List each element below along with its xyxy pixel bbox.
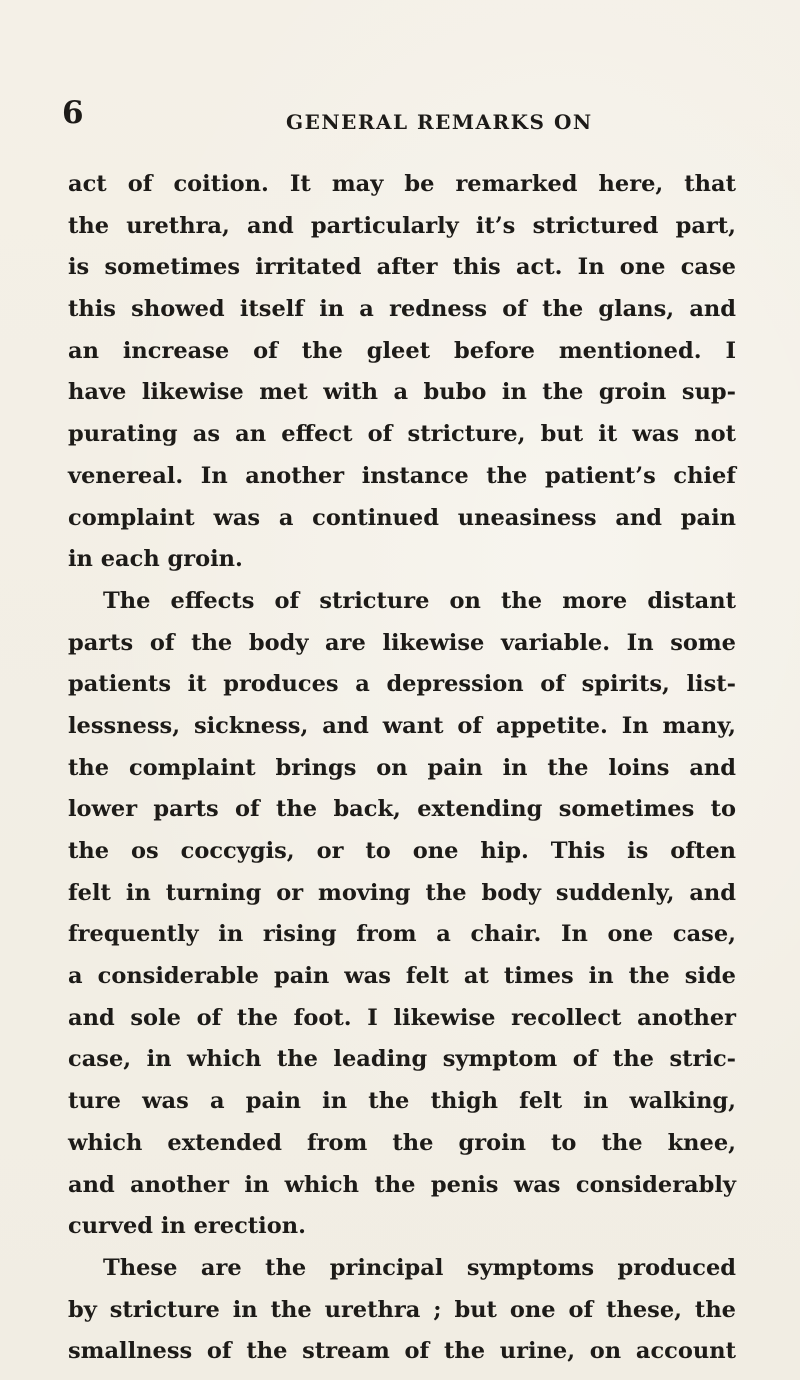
text-line: complaint was a continued uneasiness and pain — [68, 504, 736, 531]
text-line: a considerable pain was felt at times in the side — [68, 963, 736, 990]
text-line: venereal. In another instance the patient’s chief — [68, 462, 736, 489]
text-line: curved in erection. — [68, 1213, 306, 1240]
paragraph-start-line: The effects of stricture on the more distant — [103, 587, 736, 614]
paragraph-start-line: These are the principal symptoms produced — [103, 1254, 736, 1281]
text-line: which extended from the groin to the knee, — [68, 1129, 736, 1156]
body-text — [68, 164, 736, 1373]
text-line: the os coccygis, or to one hip. This is often — [68, 838, 736, 864]
text-line: case, in which the leading symptom of the stric- — [68, 1046, 736, 1073]
page-number: 6 — [62, 95, 84, 131]
text-line: act of coition. It may be remarked here, that — [68, 171, 736, 197]
text-line: this showed itself in a redness of the glans, and — [68, 296, 736, 323]
text-line: is sometimes irritated after this act. In one case — [68, 254, 736, 281]
text-line: patients it produces a depression of spirits, list- — [68, 671, 736, 698]
text-line: lessness, sickness, and want of appetite. In many, — [68, 712, 736, 739]
text-line: and another in which the penis was considerably — [68, 1171, 736, 1198]
text-line: frequently in rising from a chair. In one case, — [68, 921, 736, 948]
text-line: parts of the body are likewise variable. In some — [68, 629, 736, 656]
running-head: GENERAL REMARKS ON — [286, 110, 593, 134]
text-line: smallness of the stream of the urine, on account — [68, 1338, 736, 1365]
text-line: and sole of the foot. I likewise recollect another — [68, 1004, 736, 1031]
text-line: in each groin. — [68, 546, 243, 573]
text-line: felt in turning or moving the body suddenly, and — [68, 879, 736, 906]
text-line: have likewise met with a bubo in the groin sup- — [68, 379, 736, 406]
text-line: the complaint brings on pain in the loins and — [68, 754, 736, 781]
text-line: by stricture in the urethra ; but one of these, the — [68, 1296, 736, 1323]
text-line: the urethra, and particularly it’s strictured part, — [68, 212, 736, 239]
text-line: purating as an effect of stricture, but it was not — [68, 421, 736, 448]
text-line: lower parts of the back, extending sometimes to — [68, 796, 736, 823]
text-line: an increase of the gleet before mentioned. I — [68, 337, 736, 364]
text-line: ture was a pain in the thigh felt in walking, — [68, 1088, 736, 1115]
